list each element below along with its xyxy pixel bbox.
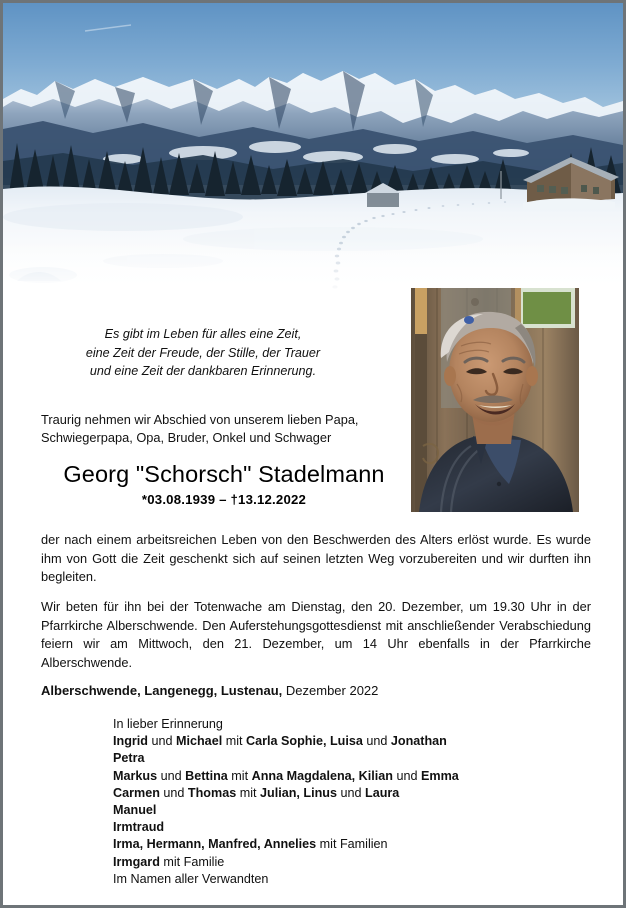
family-footer: Im Namen aller Verwandten <box>113 871 269 886</box>
family-line <box>113 768 583 785</box>
deceased-dates: *03.08.1939 – †13.12.2022 <box>141 492 307 507</box>
family-member-name: Ingrid <box>113 734 148 749</box>
portrait-illustration <box>411 288 579 512</box>
places-list: Alberschwende, Langenegg, Lustenau, <box>41 683 283 698</box>
family-list <box>113 716 583 888</box>
family-member-name: Laura <box>365 785 400 800</box>
family-connector-text: und <box>337 785 366 800</box>
family-member-name: Emma <box>420 768 459 783</box>
family-line <box>113 802 583 819</box>
header-landscape-photo <box>3 3 623 295</box>
family-connector-text: und <box>392 768 421 783</box>
notice-date: Dezember 2022 <box>285 683 379 698</box>
family-member-name: Markus <box>113 768 158 783</box>
family-line <box>113 733 583 750</box>
portrait-photo <box>411 288 579 512</box>
places-and-date-line <box>41 682 378 700</box>
family-member-name: Anna Magdalena, Kilian <box>251 768 393 783</box>
memorial-verse <box>33 325 373 381</box>
family-member-name: Julian, Linus <box>260 785 337 800</box>
photo-bottom-fade <box>3 239 623 295</box>
family-connector-text: und <box>362 734 391 749</box>
family-member-name: Bettina <box>185 768 228 783</box>
body-paragraph-2: Wir beten für ihn bei der Totenwache am Dienstag, den 20. Dezember, um 19.30 Uhr in der Pfarrkirche Alberschwende. Den Auferstehungsgottesdienst mit anschließender Verabschiedung feiern wir am Mittwoch, den 21. Dezember, um 14 Uhr ebenfalls in der Pfarrkirche Alberschwende. <box>41 599 591 670</box>
family-connector-text: mit <box>236 785 261 800</box>
intro-text: Traurig nehmen wir Abschied von unserem lieben Papa, Schwiegerpapa, Opa, Bruder, Onkel und Schwager <box>41 412 359 445</box>
verse-line-1: Es gibt im Leben für alles eine Zeit, <box>104 327 302 341</box>
family-member-name: Carmen <box>113 785 160 800</box>
family-member-name: Manuel <box>113 803 157 818</box>
family-line <box>113 854 583 871</box>
family-connector-text: mit Familie <box>159 854 225 869</box>
family-line <box>113 750 583 767</box>
family-connector-text: mit <box>222 734 246 749</box>
family-connector-text: und <box>157 768 186 783</box>
deceased-name: Georg "Schorsch" Stadelmann <box>63 461 385 487</box>
family-connector-text: mit Familien <box>316 837 388 852</box>
family-member-name: Irma, Hermann, Manfred, Annelies <box>113 837 317 852</box>
verse-line-3: und eine Zeit der dankbaren Erinnerung. <box>89 364 317 378</box>
family-line <box>113 819 583 836</box>
body-paragraph-1: der nach einem arbeitsreichen Leben von den Beschwerden des Alters erlöst wurde. Es wurde ihm von Gott die Zeit geschenkt sich auf seinen letzten Weg vorzubereiten und wir durften ihn begleiten. <box>41 532 591 585</box>
header-landscape-illustration <box>3 3 623 295</box>
family-line <box>113 836 583 853</box>
family-member-name: Carla Sophie, Luisa <box>246 734 363 749</box>
family-member-name: Thomas <box>187 785 237 800</box>
family-name-lines <box>113 733 583 871</box>
family-heading: In lieber Erinnerung <box>113 717 223 731</box>
family-connector-text: mit <box>227 768 252 783</box>
family-line <box>113 785 583 802</box>
family-member-name: Irmgard <box>113 854 160 869</box>
verse-line-2: eine Zeit der Freude, der Stille, der Trauer <box>85 345 321 360</box>
family-member-name: Petra <box>113 751 145 766</box>
family-connector-text: und <box>147 734 176 749</box>
family-member-name: Jonathan <box>390 734 447 749</box>
family-member-name: Michael <box>176 734 223 749</box>
family-member-name: Irmtraud <box>113 820 165 835</box>
family-connector-text: und <box>159 785 188 800</box>
